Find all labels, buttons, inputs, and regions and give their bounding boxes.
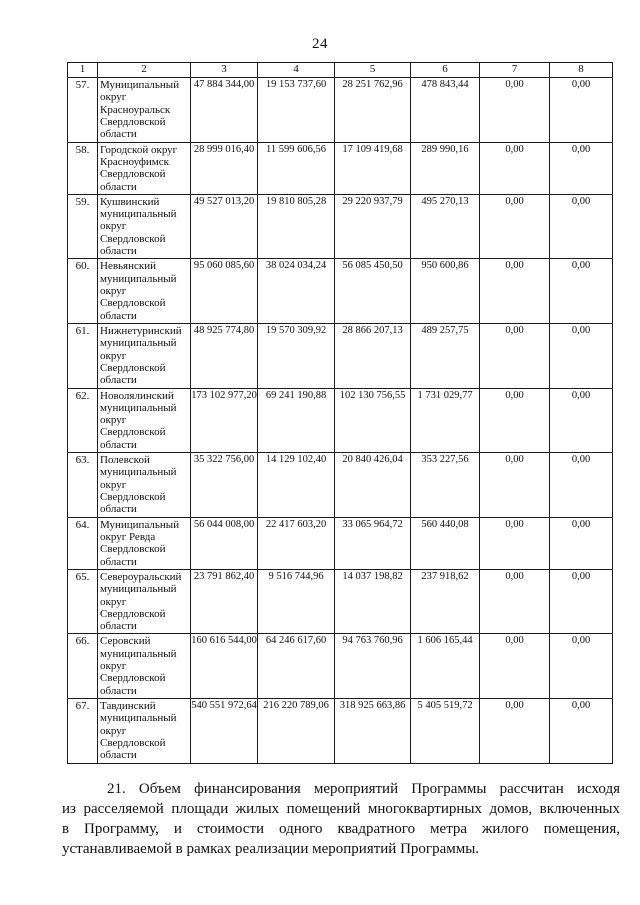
district-name-cell: Североуральский муниципальный округ Свердловской области: [98, 569, 191, 634]
value-cell: 64 246 617,60: [258, 634, 335, 699]
value-cell: 237 918,62: [411, 569, 480, 634]
row-number-cell: 66.: [68, 634, 98, 699]
value-cell: 216 220 789,06: [258, 699, 335, 764]
value-cell: 560 440,08: [411, 517, 480, 569]
column-header: 6: [411, 63, 480, 78]
table-row: [68, 453, 613, 518]
value-cell: 0,00: [480, 453, 550, 518]
value-cell: 28 251 762,96: [335, 78, 411, 143]
value-cell: 17 109 419,68: [335, 142, 411, 194]
value-cell: 0,00: [480, 517, 550, 569]
value-cell: 289 990,16: [411, 142, 480, 194]
table-row: [68, 259, 613, 324]
table-row: [68, 569, 613, 634]
value-cell: 160 616 544,00: [191, 634, 258, 699]
column-header: 5: [335, 63, 411, 78]
paragraph-line: 21. Объем финансирования мероприятий Программы рассчитан исходя: [107, 780, 620, 797]
paragraph-line: устанавливаемой в рамках реализации мероприятий Программы.: [62, 840, 480, 857]
value-cell: 14 129 102,40: [258, 453, 335, 518]
value-cell: 353 227,56: [411, 453, 480, 518]
district-name-cell: Муниципальный округ Ревда Свердловской области: [98, 517, 191, 569]
value-cell: 0,00: [550, 323, 613, 388]
row-number-cell: 63.: [68, 453, 98, 518]
district-name-cell: Кушвинский муниципальный округ Свердловской области: [98, 194, 191, 259]
value-cell: 0,00: [480, 634, 550, 699]
value-cell: 478 843,44: [411, 78, 480, 143]
value-cell: 489 257,75: [411, 323, 480, 388]
district-name-cell: Муниципальный округ Красноуральск Свердловской области: [98, 78, 191, 143]
district-name-cell: Невьянский муниципальный округ Свердловской области: [98, 259, 191, 324]
value-cell: 0,00: [550, 388, 613, 453]
value-cell: 495 270,13: [411, 194, 480, 259]
value-cell: 1 606 165,44: [411, 634, 480, 699]
row-number-cell: 60.: [68, 259, 98, 324]
value-cell: 0,00: [550, 259, 613, 324]
row-number-cell: 57.: [68, 78, 98, 143]
row-number-cell: 62.: [68, 388, 98, 453]
value-cell: 0,00: [550, 569, 613, 634]
value-cell: 20 840 426,04: [335, 453, 411, 518]
column-header: 2: [98, 63, 191, 78]
value-cell: 33 065 964,72: [335, 517, 411, 569]
value-cell: 19 153 737,60: [258, 78, 335, 143]
paragraph-21: [62, 779, 620, 859]
table-row: [68, 699, 613, 764]
district-name-cell: Нижнетуринский муниципальный округ Свердловской области: [98, 323, 191, 388]
value-cell: 0,00: [550, 634, 613, 699]
value-cell: 540 551 972,64: [191, 699, 258, 764]
value-cell: 69 241 190,88: [258, 388, 335, 453]
table-header: [68, 63, 613, 78]
value-cell: 19 810 805,28: [258, 194, 335, 259]
paragraph-line: в Программу, и стоимости одного квадратного метра жилого помещения,: [62, 820, 620, 837]
table-row: [68, 388, 613, 453]
row-number-cell: 58.: [68, 142, 98, 194]
value-cell: 0,00: [480, 78, 550, 143]
value-cell: 11 599 606,56: [258, 142, 335, 194]
value-cell: 102 130 756,55: [335, 388, 411, 453]
value-cell: 95 060 085,60: [191, 259, 258, 324]
value-cell: 318 925 663,86: [335, 699, 411, 764]
value-cell: 0,00: [550, 453, 613, 518]
row-number-cell: 67.: [68, 699, 98, 764]
value-cell: 35 322 756,00: [191, 453, 258, 518]
district-name-cell: Городской округ Красноуфимск Свердловской области: [98, 142, 191, 194]
paragraph-line: из расселяемой площади жилых помещений многоквартирных домов, включенных: [62, 800, 620, 817]
column-header: 3: [191, 63, 258, 78]
value-cell: 29 220 937,79: [335, 194, 411, 259]
district-name-cell: Новолялинский муниципальный округ Свердловской области: [98, 388, 191, 453]
value-cell: 0,00: [480, 259, 550, 324]
value-cell: 47 884 344,00: [191, 78, 258, 143]
table-row: [68, 78, 613, 143]
value-cell: 19 570 309,92: [258, 323, 335, 388]
district-name-cell: Серовский муниципальный округ Свердловской области: [98, 634, 191, 699]
value-cell: 173 102 977,20: [191, 388, 258, 453]
value-cell: 0,00: [480, 142, 550, 194]
row-number-cell: 61.: [68, 323, 98, 388]
value-cell: 950 600,86: [411, 259, 480, 324]
value-cell: 38 024 034,24: [258, 259, 335, 324]
value-cell: 5 405 519,72: [411, 699, 480, 764]
table-row: [68, 142, 613, 194]
column-number-row: [68, 63, 613, 78]
table-row: [68, 517, 613, 569]
column-header: 8: [550, 63, 613, 78]
value-cell: 0,00: [550, 142, 613, 194]
table-row: [68, 323, 613, 388]
value-cell: 0,00: [550, 699, 613, 764]
column-header: 7: [480, 63, 550, 78]
value-cell: 14 037 198,82: [335, 569, 411, 634]
value-cell: 23 791 862,40: [191, 569, 258, 634]
table-body: [68, 78, 613, 764]
value-cell: 56 044 008,00: [191, 517, 258, 569]
value-cell: 0,00: [480, 388, 550, 453]
value-cell: 0,00: [480, 323, 550, 388]
table-row: [68, 634, 613, 699]
value-cell: 94 763 760,96: [335, 634, 411, 699]
value-cell: 0,00: [550, 517, 613, 569]
district-name-cell: Тавдинский муниципальный округ Свердловской области: [98, 699, 191, 764]
column-header: 1: [68, 63, 98, 78]
value-cell: 0,00: [480, 194, 550, 259]
column-header: 4: [258, 63, 335, 78]
value-cell: 48 925 774,80: [191, 323, 258, 388]
value-cell: 0,00: [480, 699, 550, 764]
district-name-cell: Полевской муниципальный округ Свердловской области: [98, 453, 191, 518]
value-cell: 28 999 016,40: [191, 142, 258, 194]
table-row: [68, 194, 613, 259]
value-cell: 1 731 029,77: [411, 388, 480, 453]
row-number-cell: 64.: [68, 517, 98, 569]
financing-table: [67, 62, 613, 764]
row-number-cell: 65.: [68, 569, 98, 634]
value-cell: 9 516 744,96: [258, 569, 335, 634]
value-cell: 0,00: [550, 78, 613, 143]
value-cell: 56 085 450,50: [335, 259, 411, 324]
page-number: 24: [312, 36, 328, 52]
value-cell: 49 527 013,20: [191, 194, 258, 259]
value-cell: 28 866 207,13: [335, 323, 411, 388]
value-cell: 0,00: [550, 194, 613, 259]
value-cell: 0,00: [480, 569, 550, 634]
row-number-cell: 59.: [68, 194, 98, 259]
value-cell: 22 417 603,20: [258, 517, 335, 569]
